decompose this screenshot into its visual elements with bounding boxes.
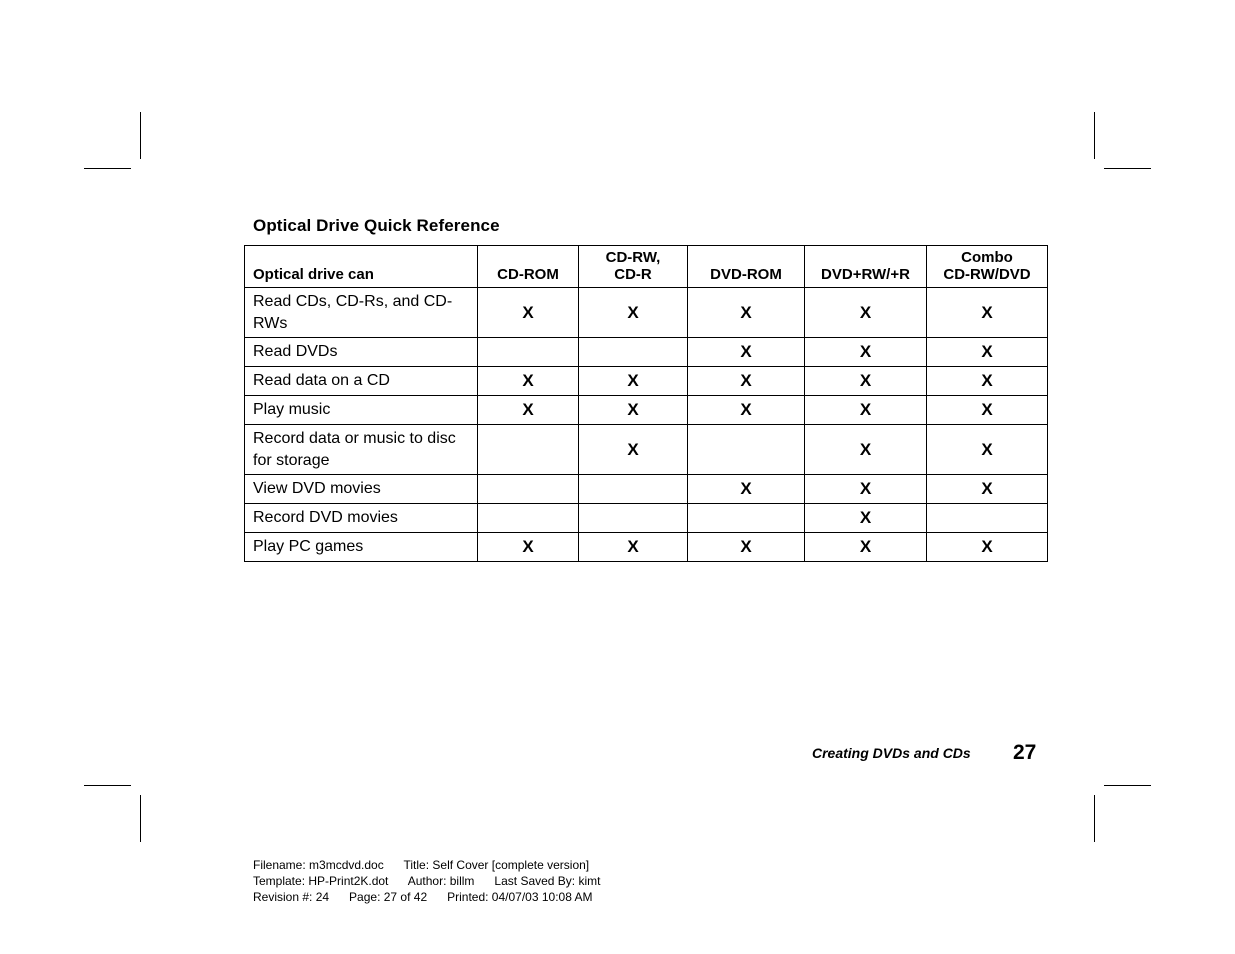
support-mark: X bbox=[805, 288, 927, 338]
support-mark: X bbox=[688, 288, 805, 338]
row-label: Read CDs, CD-Rs, and CD-RWs bbox=[245, 288, 478, 338]
support-mark: X bbox=[688, 533, 805, 562]
print-metadata-line: Filename: m3mcdvd.doc Title: Self Cover [complete version] bbox=[253, 858, 590, 872]
row-label: Play PC games bbox=[245, 533, 478, 562]
crop-mark bbox=[1104, 785, 1151, 786]
support-mark: X bbox=[478, 396, 579, 425]
support-mark: X bbox=[927, 396, 1048, 425]
table-row bbox=[245, 425, 1048, 475]
support-mark: X bbox=[478, 533, 579, 562]
chapter-title: Creating DVDs and CDs bbox=[812, 745, 971, 761]
print-metadata-line: Template: HP-Print2K.dot Author: billm Last Saved By: kimt bbox=[253, 874, 601, 888]
crop-mark bbox=[84, 168, 131, 169]
row-label: Record data or music to disc for storage bbox=[245, 425, 478, 475]
support-mark bbox=[579, 338, 688, 367]
support-mark bbox=[688, 425, 805, 475]
support-mark: X bbox=[805, 338, 927, 367]
table-row bbox=[245, 504, 1048, 533]
crop-mark bbox=[1094, 112, 1095, 159]
column-header: CD-RW, CD-R bbox=[579, 246, 688, 288]
support-mark bbox=[478, 425, 579, 475]
support-mark: X bbox=[688, 367, 805, 396]
support-mark: X bbox=[805, 396, 927, 425]
table-row bbox=[245, 288, 1048, 338]
support-mark: X bbox=[805, 425, 927, 475]
support-mark: X bbox=[805, 367, 927, 396]
row-label: View DVD movies bbox=[245, 475, 478, 504]
support-mark: X bbox=[927, 338, 1048, 367]
support-mark: X bbox=[927, 425, 1048, 475]
support-mark: X bbox=[688, 396, 805, 425]
support-mark: X bbox=[688, 338, 805, 367]
crop-mark bbox=[140, 795, 141, 842]
support-mark: X bbox=[927, 288, 1048, 338]
row-label: Read data on a CD bbox=[245, 367, 478, 396]
support-mark bbox=[927, 504, 1048, 533]
support-mark: X bbox=[579, 533, 688, 562]
support-mark: X bbox=[478, 288, 579, 338]
support-mark bbox=[579, 475, 688, 504]
optical-drive-reference-table bbox=[244, 245, 1048, 562]
support-mark: X bbox=[927, 533, 1048, 562]
crop-mark bbox=[84, 785, 131, 786]
support-mark: X bbox=[579, 396, 688, 425]
section-title: Optical Drive Quick Reference bbox=[253, 216, 500, 235]
support-mark: X bbox=[805, 475, 927, 504]
row-label: Read DVDs bbox=[245, 338, 478, 367]
column-header: CD-ROM bbox=[478, 246, 579, 288]
column-header: DVD-ROM bbox=[688, 246, 805, 288]
support-mark bbox=[478, 475, 579, 504]
support-mark: X bbox=[805, 533, 927, 562]
page-number: 27 bbox=[1013, 741, 1037, 764]
support-mark bbox=[478, 338, 579, 367]
crop-mark bbox=[140, 112, 141, 159]
row-label: Record DVD movies bbox=[245, 504, 478, 533]
table-body bbox=[245, 288, 1048, 562]
support-mark: X bbox=[927, 367, 1048, 396]
print-metadata-line: Revision #: 24 Page: 27 of 42 Printed: 04/07/03 10:08 AM bbox=[253, 890, 593, 904]
column-header: Combo CD-RW/DVD bbox=[927, 246, 1048, 288]
support-mark: X bbox=[579, 425, 688, 475]
support-mark bbox=[579, 504, 688, 533]
table-header-row bbox=[245, 246, 1048, 288]
column-header: Optical drive can bbox=[245, 246, 478, 288]
support-mark bbox=[478, 504, 579, 533]
crop-mark bbox=[1094, 795, 1095, 842]
support-mark: X bbox=[927, 475, 1048, 504]
support-mark: X bbox=[805, 504, 927, 533]
support-mark: X bbox=[579, 288, 688, 338]
row-label: Play music bbox=[245, 396, 478, 425]
table-row bbox=[245, 533, 1048, 562]
support-mark: X bbox=[478, 367, 579, 396]
table-row bbox=[245, 338, 1048, 367]
support-mark: X bbox=[688, 475, 805, 504]
column-header: DVD+RW/+R bbox=[805, 246, 927, 288]
table-row bbox=[245, 396, 1048, 425]
table-row bbox=[245, 475, 1048, 504]
table-row bbox=[245, 367, 1048, 396]
support-mark bbox=[688, 504, 805, 533]
support-mark: X bbox=[579, 367, 688, 396]
crop-mark bbox=[1104, 168, 1151, 169]
